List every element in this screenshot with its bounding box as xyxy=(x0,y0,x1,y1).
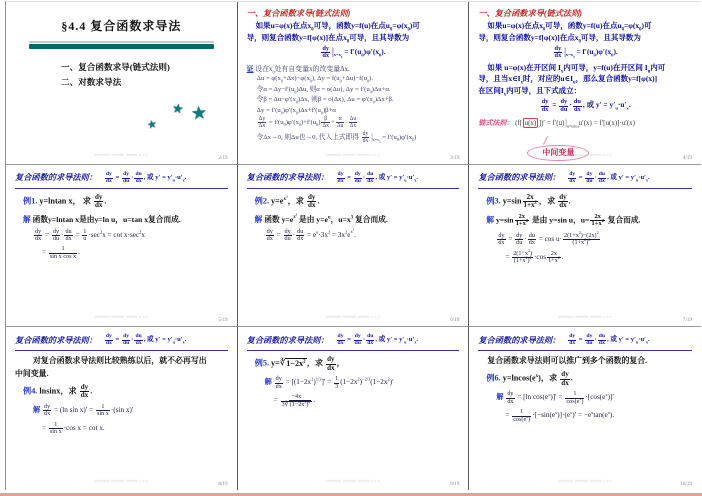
fraction: $\frac{dy}{dx}$ xyxy=(559,192,567,210)
eval-bar: | xyxy=(565,117,567,129)
page-number: 10/19 xyxy=(680,481,692,487)
formula-line: = $\frac{1}{\text{sin x cos x}}$ . xyxy=(42,245,80,260)
slide-thumbnail-5 xyxy=(238,165,470,328)
section-heading: 一、复合函数求导(链式法则) xyxy=(246,9,351,18)
fraction: $\frac{dy}{dx}$ xyxy=(569,333,576,347)
fraction: $\frac{dy}{dx}$ xyxy=(44,402,51,418)
formula-line: 解 $\frac{dy}{dx}$ = [ln $\cos(e^x)]'$ = $\frac{1}{\cos(e^x)}$ $\cdot[\cos(e^x)]'$ xyxy=(496,390,614,405)
footer-credit-blurred: ▪▪▪▪▪▪▪▪ ▪▪▪▪▪▪▪ ▪▪▪▪▪▪ ▪ ▪ ▪ xyxy=(326,314,380,320)
outline-list xyxy=(61,60,228,90)
fraction: $\frac{dy}{dx}$ xyxy=(35,227,42,242)
fraction: $\frac{dy}{dx}$ xyxy=(94,192,103,210)
text-line: $\frac{\Delta y}{\Delta x}$ = $f'(u_0)\varphi'(x_0)+f'(u_0)$ $\frac{\beta}{\Delta x}$ + $\frac{\alpha}{\Delta u}$ · $\frac{\Delta u}{\Delta x}$ xyxy=(258,116,357,130)
header-underline xyxy=(247,350,460,351)
star-icon: ★ xyxy=(170,99,185,117)
rule-header xyxy=(15,171,228,185)
text-line: 导，则复合函数y=f[φ(x)]在点$x_0$可导，且其导数为 xyxy=(246,32,410,44)
fraction: $\frac{dy}{dx}$ xyxy=(498,231,505,247)
slide-5-content xyxy=(238,165,469,327)
page-number: 5/19 xyxy=(218,317,228,324)
fraction: $\frac{du}{dx}$ xyxy=(297,227,304,242)
slide-footer xyxy=(238,143,469,161)
fraction: $\frac{dy}{du}$ xyxy=(586,333,593,347)
slide-footer xyxy=(469,469,701,487)
slide-title: §4.4 复合函数求导法 xyxy=(61,19,182,33)
footer-credit-blurred: ▪▪▪▪▪▪▪▪ ▪▪▪▪▪▪▪ ▪▪▪▪▪▪ ▪ ▪ ▪ xyxy=(94,478,149,483)
text-line: 证 设在$x_0$处有自变量x的改变量Δx. xyxy=(246,65,350,75)
formula-line: = $\frac{1}{\cos(e^x)}$ $\cdot[-\sin(e^x)]\cdot(e^x)' = -e^x\tan(e^x)$. xyxy=(505,408,615,423)
fraction: $\frac{dy}{dx}$ xyxy=(327,355,335,372)
text-line: 如果 u=φ(x)在开区间 $I_x$内可导，y=f(u)在开区间 $I_u$内可 xyxy=(487,62,666,75)
footer-credit-blurred: ▪▪▪▪▪▪▪▪ ▪▪▪▪▪▪▪ ▪▪▪▪▪▪ ▪ ▪ ▪ xyxy=(326,151,380,157)
rule-header-label: 复合函数的求导法则： xyxy=(478,335,561,345)
text-line: 解 y=sin $\frac{2x}{1+x^2}$ 是由 y=sin u，u= $\frac{2x}{1+x^2}$ 复合而成. xyxy=(486,212,641,228)
highlight-box: u(x) xyxy=(524,119,537,128)
rule-header-formula: $\frac{dy}{dx}$ = $\frac{dy}{du}$ · $\frac{du}{dx}$ , 或 $y' = y'_u\cdot u'_x$. xyxy=(569,333,650,347)
outline-item: 二、对数求导法 xyxy=(61,77,122,87)
page-number: 8/19 xyxy=(218,481,228,487)
text-line: 导，则复合函数y=f[φ(x)]在点$x_0$可导，且其导数为 xyxy=(478,32,641,44)
fraction: $\frac{dy}{dx}$ xyxy=(507,390,514,405)
title-divider xyxy=(29,41,214,49)
footer-credit-blurred: ▪▪▪▪▪▪▪▪ ▪▪▪▪▪▪▪ ▪▪▪▪▪▪ ▪ ▪ ▪ xyxy=(558,478,612,483)
fraction: $\frac{2x}{1+x^2}$ xyxy=(523,192,537,210)
fraction: $\frac{dy}{dx}$ xyxy=(541,97,549,113)
fraction: $\frac{dy}{dx}$ xyxy=(105,170,112,184)
formula-line: = $\frac{1}{\text{sin x}}$ ·cos x = cot x. xyxy=(42,420,105,436)
formula-line: $\frac{dy}{dx}$ = $\frac{dy}{du}$ · $\frac{du}{dx}$ = cos u· $\frac{2(1+x^2)-(2x)^2}{(1+x^2)^2}$ xyxy=(498,230,599,247)
fraction: $\frac{dy}{du}$ xyxy=(354,333,361,347)
fraction: $\frac{dy}{dx}$ xyxy=(337,170,344,184)
fraction: $\frac{du}{dx}$ xyxy=(598,333,606,347)
rule-header xyxy=(478,171,692,185)
fraction: $\frac{du}{dx}$ xyxy=(598,170,606,184)
fraction: $\frac{1}{u}$ xyxy=(83,227,87,242)
slide-7-content xyxy=(6,327,237,490)
slide-thumbnail-7 xyxy=(6,327,238,490)
footer-credit-blurred: ▪▪▪▪▪▪▪▪ ▪▪▪▪▪▪▪ ▪▪▪▪▪▪ ▪ ▪ ▪ xyxy=(558,314,612,320)
fraction: $\frac{dy}{du}$ xyxy=(516,231,523,247)
slide-4-content xyxy=(6,165,237,327)
cube-root-icon: ∛ xyxy=(279,358,286,368)
fraction: $\frac{dy}{dx}$ xyxy=(569,170,576,184)
slide-footer xyxy=(469,143,701,161)
rule-header xyxy=(478,333,692,347)
formula-line: = $\frac{-4x}{3∛(1-2x^2)^2}$ . xyxy=(273,393,316,408)
slide-thumbnail-2 xyxy=(238,2,470,165)
footer-credit-blurred: ▪▪▪▪▪▪▪▪ ▪▪▪▪▪▪▪ ▪▪▪▪▪▪ ▪ ▪ ▪ xyxy=(558,151,612,157)
page-number: 9/19 xyxy=(450,481,460,487)
slide-thumbnail-3 xyxy=(469,2,701,165)
fraction: $\frac{\Delta u}{\Delta x}$ xyxy=(349,116,357,130)
text-line: 令$\alpha = \Delta y-f'(u_0)\Delta u$, 则α = o(Δu), $\Delta y = f'(u_0)\Delta u+\alpha$. xyxy=(256,85,391,95)
fraction: $\frac{du}{dx}$ xyxy=(367,170,374,184)
fraction: $\frac{dy}{dx}$ xyxy=(337,333,344,347)
fraction: $\frac{dy}{dx}$ xyxy=(322,44,330,60)
rule-header-formula: $\frac{dy}{dx}$ = $\frac{dy}{du}$ · $\frac{du}{dx}$ , 或 $y' = y'_u\cdot u'_x$. xyxy=(569,170,650,184)
header-underline xyxy=(15,350,228,351)
rule-header-formula: $\frac{dy}{dx}$ = $\frac{dy}{du}$ · $\frac{du}{dx}$ , 或 $y' = y'_u\cdot u'_x$. xyxy=(105,170,187,184)
slide-9-content xyxy=(469,327,701,490)
text-line: 复合函数求导法则可以推广到多个函数的复合. xyxy=(487,356,648,366)
page-number: 6/19 xyxy=(450,317,460,324)
formula-line: $\frac{dy}{dx}$ = $\frac{dy}{du}$ · $\frac{du}{dx}$ , 或 $y' = y'_u\cdot u'_x$. xyxy=(541,97,631,113)
fraction: $\frac{dy}{dx}$ xyxy=(105,333,112,347)
rule-header-label: 复合函数的求导法则： xyxy=(478,173,561,183)
formula-line: $\frac{dy}{dx}$ $|_{x=x_0} = f'(u_0)\varphi'(x_0)$. xyxy=(322,44,386,60)
text-line: 例1. y=lntan x， 求 $\frac{dy}{dx}$ . xyxy=(23,192,107,210)
fraction: $\frac{1}{\text{sin x cos x}}$ xyxy=(49,245,77,260)
fraction: $\frac{\beta}{\Delta x}$ xyxy=(322,116,330,130)
text-line: 令Δx→0, 则Δu也→0, 代入上式即得 $\frac{dy}{dx}$ $|_{x=x_0} = f'(u_0)\varphi'(x_0)$ xyxy=(256,130,417,144)
header-underline xyxy=(247,188,460,189)
fraction: $\frac{1}{\cos(e^x)}$ xyxy=(513,408,531,423)
fraction: $\frac{1}{\text{sin x}}$ xyxy=(97,402,109,418)
fraction: $\frac{dy}{du}$ xyxy=(284,227,291,242)
text-line: $\Delta y = f'(u_0)\varphi'(x_0)\Delta x+f'(u_0)\beta+\alpha$ xyxy=(256,106,336,116)
fraction: $\frac{\Delta y}{\Delta x}$ xyxy=(258,116,266,130)
text-line: 令$\beta = \Delta u-\varphi'(x_0)\Delta x$, 则β = o(Δx), $\Delta u = \varphi'(x_0)\Delta x+\beta$. xyxy=(256,96,394,105)
formula-line: 解 $\frac{dy}{dx}$ = (ln sin x)′ = $\frac{1}{\text{sin x}}$ ·(sin x)′ xyxy=(33,402,134,418)
text-line: 如果u=φ(x)在点$x_0$可导，函数y=f(u)在点$u_0=\varphi(x_0)$可 xyxy=(487,21,652,33)
formula-line: = $\frac{2(1-x^2)}{(1+x^2)^2}$ ·cos $\frac{2x}{1+x^2}$ . xyxy=(505,248,564,265)
fraction: $\frac{dy}{dx}$ xyxy=(561,370,569,387)
fraction: $\frac{dy}{du}$ xyxy=(560,97,568,113)
formula-line: 解 $\frac{dy}{dx}$ = $[(1-2x^2)^{1/3}]'$ = $\frac{1}{3}$ $(1-2x^2)^{-2/3}(1-2x^2)'$ xyxy=(264,375,394,390)
page-number: 2/19 xyxy=(218,154,228,161)
fraction: $\frac{1}{\text{sin x}}$ xyxy=(49,420,62,436)
fraction: $\frac{2(1-x^2)}{(1+x^2)^2}$ xyxy=(513,248,533,265)
rule-header-label: 复合函数的求导法则： xyxy=(246,335,329,345)
text-line: 链式法则： (f[ u(x) ])′ = $f'(u)|_{u=u(x)}u'(x) = f'[u(x)]\cdot u'(x)$ xyxy=(478,117,636,129)
fraction: $\frac{dy}{du}$ xyxy=(52,227,60,242)
fraction: $\frac{dy}{du}$ xyxy=(122,333,130,347)
stars-decoration xyxy=(147,94,221,138)
page-number: 3/19 xyxy=(450,154,460,161)
slide-footer xyxy=(6,305,237,323)
slide-thumbnail-4 xyxy=(6,165,238,328)
fraction: $\frac{2x}{1+x^2}$ xyxy=(591,212,604,228)
fraction: $\frac{dy}{dx}$ xyxy=(80,382,89,400)
fraction: $\frac{du}{dx}$ xyxy=(65,227,72,242)
formula-line: $\frac{dy}{dx}$ = $\frac{dy}{du}$ · $\frac{du}{dx}$ = $\frac{1}{u}$ $\cdot\sec^2x = \cot x\cdot\sec^2x$ xyxy=(35,227,145,242)
fraction: $\frac{1}{\cos(e^x)}$ xyxy=(566,390,584,405)
fraction: $\frac{1}{3}$ xyxy=(335,375,339,390)
fraction: $\frac{du}{dx}$ xyxy=(135,333,142,347)
fraction: $\frac{2x}{1+x^2}$ xyxy=(548,249,560,265)
slide-thumbnail-1 xyxy=(6,2,238,165)
fraction: $\frac{du}{dx}$ xyxy=(573,97,581,113)
text-line: $\Delta u = \varphi(x_0+\Delta x)-\varphi(x_0)$, $\Delta y = f(u_0+\Delta u)-f(u_0)$. xyxy=(256,75,373,84)
footer-credit-blurred: ▪▪▪▪▪▪▪▪ ▪▪▪▪▪▪▪ ▪▪▪▪▪▪ ▪ ▪ ▪ xyxy=(94,314,149,320)
teal-bar xyxy=(29,44,214,49)
footer-credit-blurred: ▪▪▪▪▪▪▪▪ ▪▪▪▪▪▪▪ ▪▪▪▪▪▪ ▪ ▪ ▪ xyxy=(326,478,380,483)
text-line: 对复合函数求导法则比较熟练以后，就不必再写出 xyxy=(33,356,207,366)
slide-8-content xyxy=(238,327,469,490)
fraction: $\frac{dy}{du}$ xyxy=(354,170,361,184)
formula-line: $\frac{dy}{dx}$ = $\frac{dy}{du}$ · $\frac{du}{dx}$ = $e^u\cdot 3x^2 = 3x^2e^{x^3}$. xyxy=(266,227,356,242)
rule-header xyxy=(247,171,460,185)
text-line: 导，且当$x\in I_x$时，对应的$u\in I_u$，那么复合函数y=f[φ(x)] xyxy=(478,74,658,86)
text-line: 例6. $y=lncos(e^x)$，求 $\frac{dy}{dx}$ . xyxy=(486,370,573,387)
annotation-ellipse: 中间变量 xyxy=(527,145,589,161)
rule-header xyxy=(15,333,228,347)
slide-thumbnail-8 xyxy=(238,327,470,490)
fraction: $\frac{dy}{du}$ xyxy=(122,170,130,184)
rule-header-label: 复合函数的求导法则： xyxy=(246,173,329,183)
fraction: $\frac{dy}{dx}$ xyxy=(308,192,316,210)
formula-line: $\frac{dy}{dx}$ $|_{x=x_0} = f'(u_0)\varphi'(x_0)$. xyxy=(554,44,618,60)
text-line: 例3. y=sin $\frac{2x}{1+x^2}$ ，求 $\frac{dy}{dx}$ . xyxy=(486,192,571,210)
rule-header xyxy=(247,333,460,347)
slide-3-content xyxy=(469,2,701,164)
header-underline xyxy=(478,350,692,351)
slide-footer xyxy=(6,143,237,161)
slide-thumbnail-6 xyxy=(469,165,701,328)
text-line: 如果u=φ(x)在点$x_0$可导，函数y=f(u)在点$u_0=\varphi(x_0)$可 xyxy=(255,21,420,33)
fraction: $\frac{dy}{du}$ xyxy=(586,170,593,184)
fraction: $\frac{du}{dx}$ xyxy=(367,333,374,347)
document-frame xyxy=(5,1,701,490)
text-line: 例5. $y=∛1-2x^2$，求 $\frac{dy}{dx}$ ， xyxy=(254,355,345,372)
section-heading: 一、复合函数求导(链式法则) xyxy=(478,9,583,18)
rule-header-formula: $\frac{dy}{dx}$ = $\frac{dy}{du}$ · $\frac{du}{dx}$ , 或 $y' = y'_u\cdot u'_x$. xyxy=(337,333,419,347)
footer-credit-blurred: ▪▪▪▪▪▪▪▪ ▪▪▪▪▪▪▪ ▪▪▪▪▪▪ ▪ ▪ ▪ xyxy=(94,151,149,157)
text-line: 解 函数y=lntan x是由y=ln u，u=tan x复合而成. xyxy=(23,214,181,224)
text-line: 中间变量. xyxy=(15,368,49,378)
eval-bar: | xyxy=(371,132,373,143)
fraction: $\frac{-4x}{3∛(1-2x^2)^2}$ xyxy=(281,393,311,408)
fraction: $\frac{dy}{dx}$ xyxy=(362,130,369,144)
fraction: $\frac{\alpha}{\Delta u}$ xyxy=(336,116,344,130)
cube-root-icon: ∛ xyxy=(284,400,289,408)
star-icon: ★ xyxy=(189,101,208,124)
fraction: $\frac{du}{dx}$ xyxy=(135,170,142,184)
rule-header-label: 复合函数的求导法则： xyxy=(15,335,97,345)
rule-header-formula: $\frac{dy}{dx}$ = $\frac{dy}{du}$ · $\frac{du}{dx}$ , 或 $y' = y'_u\cdot u'_x$. xyxy=(337,170,419,184)
fraction: $\frac{dy}{dx}$ xyxy=(266,227,273,242)
slide-footer xyxy=(469,305,701,323)
slide-thumbnail-9 xyxy=(469,327,701,490)
fraction: $\frac{2x}{1+x^2}$ xyxy=(515,212,529,228)
fraction: $\frac{du}{dx}$ xyxy=(528,231,535,247)
text-line: 解 函数 $y=e^{x^3}$ 是由 $y=e^u$，$u=x^3$ 复合而成. xyxy=(254,212,388,224)
eval-bar: | xyxy=(564,45,566,58)
slide-footer xyxy=(238,305,469,323)
slide-2-content xyxy=(238,2,469,164)
slide-footer xyxy=(6,469,237,487)
slide-6-content xyxy=(469,165,701,327)
slides-grid xyxy=(6,2,701,490)
fraction: $\frac{dy}{dx}$ xyxy=(275,375,282,390)
rule-header-formula: $\frac{dy}{dx}$ = $\frac{dy}{du}$ · $\frac{du}{dx}$ , 或 $y' = y'_u\cdot u'_x$. xyxy=(105,333,187,347)
text-line: 例4. lnsinx，求 $\frac{dy}{dx}$ . xyxy=(23,382,93,400)
slide-footer xyxy=(238,469,469,487)
text-line: 在区间$I_x$内可导，且下式成立： xyxy=(478,85,582,98)
slide-1-content xyxy=(6,2,237,164)
star-icon: ★ xyxy=(145,117,158,132)
fraction: $\frac{dy}{dx}$ xyxy=(554,44,562,60)
header-underline xyxy=(15,188,228,189)
page-number: 7/19 xyxy=(682,317,692,324)
page-number: 4/19 xyxy=(682,154,692,161)
text-line: 例2. $y=e^{x^3}$，求 $\frac{dy}{dx}$ . xyxy=(254,192,320,210)
fraction: $\frac{2(1+x^2)-(2x)^2}{(1+x^2)^2}$ xyxy=(563,230,599,247)
eval-bar: | xyxy=(332,45,334,58)
outline-item: 一、复合函数求导(链式法则) xyxy=(61,62,170,72)
header-underline xyxy=(478,188,692,189)
rule-header-label: 复合函数的求导法则： xyxy=(15,173,97,183)
